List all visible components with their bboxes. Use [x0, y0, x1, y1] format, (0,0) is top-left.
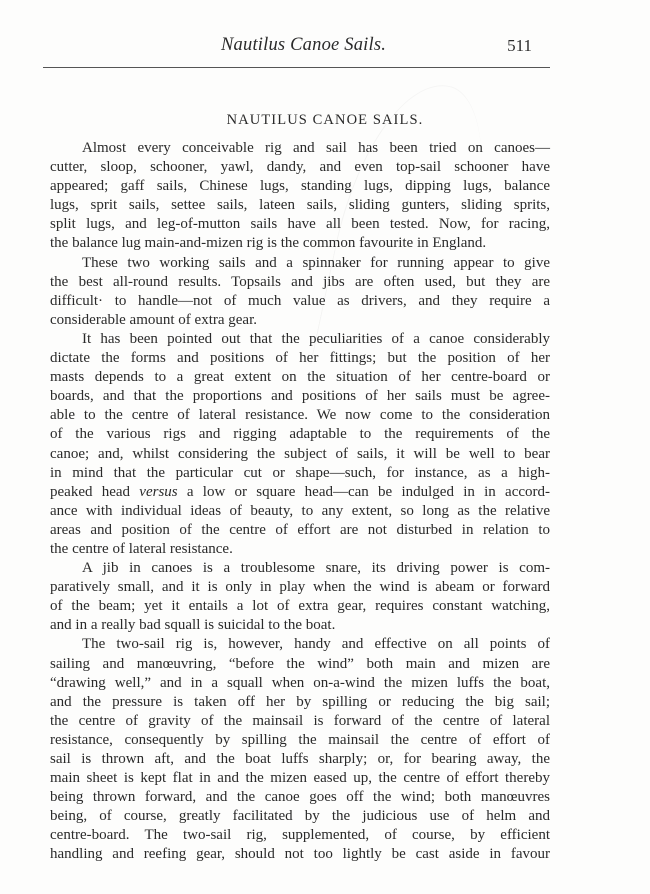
- text-line: of the beam; yet it entails a lot of extra gear, requires constant watching,: [50, 598, 550, 615]
- text-line: paratively small, and it is only in play when the wind is abeam or forward: [50, 579, 550, 596]
- running-head: [43, 35, 550, 65]
- text-line: lugs, sprit sails, settee sails, lateen sails, sliding gunters, sliding sprits,: [50, 197, 550, 214]
- paragraph-2: [50, 254, 550, 330]
- text-line: appeared; gaff sails, Chinese lugs, standing lugs, dipping lugs, balance: [50, 178, 550, 195]
- text-line: areas and position of the centre of effort are not disturbed in relation to: [50, 521, 550, 538]
- text-line: It has been pointed out that the peculiarities of a canoe considerably: [82, 330, 550, 347]
- text-line: main sheet is kept flat in and the mizen eased up, the centre of effort thereby: [50, 770, 550, 787]
- paragraph-1: [50, 139, 550, 254]
- text-line: A jib in canoes is a troublesome snare, its driving power is com-: [82, 560, 550, 577]
- text-line: “drawing well,” and in a squall when on-a-wind the mizen luffs the boat,: [50, 674, 550, 691]
- text-line: Almost every conceivable rig and sail has been tried on canoes—: [82, 140, 550, 156]
- section-title-text: NAUTILUS CANOE SAILS.: [226, 112, 424, 128]
- text-line: ance with individual ideas of beauty, to any extent, so long as the relative: [50, 502, 550, 519]
- text-line: sailing and manœuvring, “before the wind” both main and mizen are: [50, 655, 550, 672]
- text-line: sail is thrown aft, and the boat luffs sharply; or, for bearing away, the: [50, 751, 550, 767]
- text-line: These two working sails and a spinnaker for running appear to give: [82, 254, 550, 271]
- text-line: difficult· to handle—not of much value as drivers, and they require a: [50, 292, 550, 309]
- text-line: in mind that the particular cut or shape—such, for instance, as a high-: [50, 464, 550, 481]
- text-line-mixed: [50, 483, 550, 502]
- paragraph-4: [50, 559, 550, 635]
- text-line: the best all-round results. Topsails and jibs are often used, but they are: [50, 273, 550, 290]
- text-line: masts depends to a great extent on the situation of her centre-board or: [50, 369, 550, 386]
- text-line: canoe; and, whilst considering the subject of sails, it will be well to bear: [50, 445, 550, 462]
- text-line: handling and reefing gear, should not too lightly be cast aside in favour: [50, 846, 550, 863]
- text-line: resistance, consequently by spilling the mainsail the centre of effort of: [50, 731, 550, 748]
- text-line: split lugs, and leg-of-mutton sails have all been tested. Now, for racing,: [50, 216, 550, 233]
- text-line: able to the centre of lateral resistance. We now come to the consideration: [50, 407, 550, 424]
- text-line: centre-board. The two-sail rig, supplemented, of course, by efficient: [50, 827, 550, 844]
- text-line: of the various rigs and rigging adaptable to the requirements of the: [50, 426, 550, 443]
- text-run: a low or square head—can be indulged in in accord-: [186, 483, 550, 500]
- text-line: boards, and that the proportions and positions of her sails must be agree-: [50, 388, 550, 405]
- text-line: being, of course, greatly facilitated by the judicious use of helm and: [50, 808, 550, 825]
- text-line: and the pressure is taken off her by spilling or reducing the big sail;: [50, 693, 550, 710]
- paragraph-3: [50, 330, 550, 559]
- page-number: 511: [507, 36, 532, 55]
- section-title: [0, 112, 650, 129]
- header-rule: [43, 67, 550, 68]
- text-line: considerable amount of extra gear.: [50, 311, 257, 328]
- text-run: peaked head: [50, 483, 131, 500]
- text-line: the centre of gravity of the mainsail is forward of the centre of lateral: [50, 712, 550, 729]
- running-head-title: Nautilus Canoe Sails.: [221, 35, 387, 55]
- italic-term: versus: [139, 483, 178, 500]
- text-line: The two-sail rig is, however, handy and effective on all points of: [82, 636, 550, 653]
- paragraph-5: [50, 635, 550, 864]
- text-line: and in a really bad squall is suicidal to the boat.: [50, 617, 336, 634]
- text-line: dictate the forms and positions of her fittings; but the position of her: [50, 350, 550, 367]
- text-line: cutter, sloop, schooner, yawl, dandy, and even top-sail schooner have: [50, 159, 550, 176]
- text-line: being thrown forward, and the canoe goes off the wind; both manœuvres: [50, 789, 550, 806]
- text-line: the centre of lateral resistance.: [50, 540, 233, 557]
- text-line: the balance lug main-and-mizen rig is the common favourite in England.: [50, 235, 487, 252]
- body-text: [50, 139, 550, 865]
